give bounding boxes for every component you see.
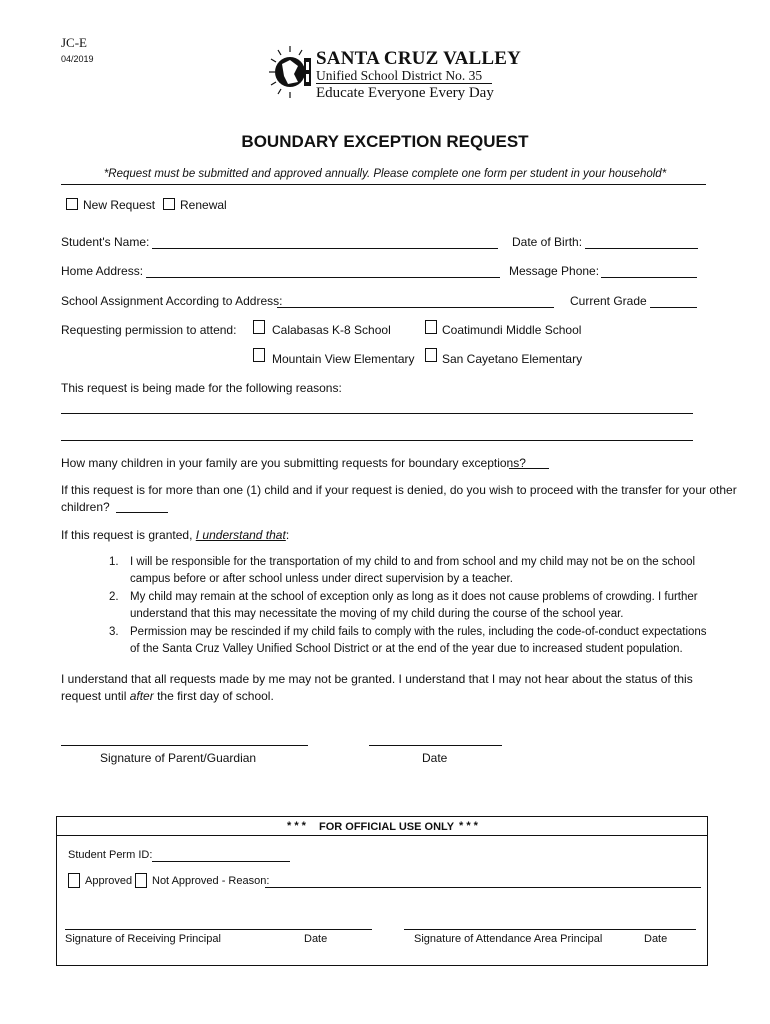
area-principal-label: Signature of Attendance Area Principal [414, 933, 603, 945]
multi-child-question: If this request is for more than one (1) child and if your request is denied, do you wish to proceed with the transfer for your other [61, 483, 737, 497]
condition-number: 3. [109, 626, 119, 638]
title-divider [61, 184, 706, 185]
parent-date-field[interactable] [369, 745, 502, 746]
form-code: JC-E [61, 35, 87, 50]
approved-checkbox[interactable] [68, 873, 80, 888]
current-grade-field[interactable] [650, 307, 697, 308]
renewal-label: Renewal [180, 198, 227, 212]
multi-child-question-cont: children? [61, 500, 110, 514]
home-address-label: Home Address: [61, 264, 144, 278]
children-count-field[interactable] [509, 468, 549, 469]
condition-text: understand that this may necessitate the moving of my child during the course of the school year. [130, 608, 624, 620]
acknowledgement-text: I understand that all requests made by me may not be granted. I understand that I may not hear about the status of this [61, 672, 693, 686]
parent-signature-label: Signature of Parent/Guardian [100, 751, 257, 765]
perm-id-field[interactable] [152, 861, 290, 862]
granted-intro: If this request is granted, I understand that: [61, 528, 290, 542]
san-cayetano-label: San Cayetano Elementary [442, 352, 583, 366]
official-heading: FOR OFFICIAL USE ONLY [319, 821, 455, 833]
san-cayetano-checkbox[interactable] [425, 348, 437, 362]
school-assignment-label: School Assignment According to Address: [61, 294, 283, 308]
calabasas-checkbox[interactable] [253, 320, 265, 334]
receiving-principal-date-label: Date [304, 933, 328, 945]
official-stars-right: * * * [459, 820, 478, 832]
district-name: SANTA CRUZ VALLEY [316, 48, 522, 69]
receiving-principal-signature-field[interactable] [65, 929, 372, 930]
official-stars-left: * * * [287, 820, 306, 832]
condition-text: of the Santa Cruz Valley Unified School District or at the end of the year due to increased student population. [130, 643, 683, 655]
acknowledgement-text-cont: request until after the first day of school. [61, 689, 274, 703]
condition-text: My child may remain at the school of exception only as long as it does not cause problems of crowding. I further [130, 591, 698, 603]
new-request-checkbox[interactable] [66, 198, 78, 210]
calabasas-label: Calabasas K-8 School [272, 323, 391, 337]
receiving-principal-label: Signature of Receiving Principal [65, 933, 221, 945]
coatimundi-checkbox[interactable] [425, 320, 437, 334]
school-assignment-field[interactable] [277, 307, 554, 308]
multi-child-answer-field[interactable] [116, 512, 168, 513]
children-count-question: How many children in your family are you submitting requests for boundary exceptions? [61, 456, 526, 470]
form-instructions: *Request must be submitted and approved annually. Please complete one form per student in your household* [103, 168, 667, 180]
mountain-view-checkbox[interactable] [253, 348, 265, 362]
not-approved-checkbox[interactable] [135, 873, 147, 888]
sun-logo-icon [268, 44, 312, 102]
new-request-label: New Request [83, 198, 156, 212]
message-phone-field[interactable] [601, 277, 697, 278]
reasons-line-1[interactable] [61, 413, 693, 414]
student-name-field[interactable] [152, 248, 498, 249]
dob-field[interactable] [585, 248, 698, 249]
schools-label: Requesting permission to attend: [61, 323, 237, 337]
condition-number: 1. [109, 556, 119, 568]
not-approved-label: Not Approved - Reason: [152, 875, 270, 887]
district-motto: Educate Everyone Every Day [316, 85, 494, 101]
area-principal-signature-field[interactable] [404, 929, 696, 930]
logo-divider [316, 83, 492, 84]
condition-text: Permission may be rescinded if my child fails to comply with the rules, including the code-of-conduct expectations [130, 626, 707, 638]
form-title: BOUNDARY EXCEPTION REQUEST [241, 132, 529, 151]
approved-label: Approved [85, 875, 133, 887]
form-date: 04/2019 [61, 54, 94, 64]
perm-id-label: Student Perm ID: [68, 849, 153, 861]
coatimundi-label: Coatimundi Middle School [442, 323, 582, 337]
condition-text: I will be responsible for the transportation of my child to and from school and my child may not be on the school [130, 556, 696, 568]
message-phone-label: Message Phone: [509, 264, 600, 278]
parent-date-label: Date [422, 751, 448, 765]
home-address-field[interactable] [146, 277, 500, 278]
condition-number: 2. [109, 591, 119, 603]
student-name-label: Student's Name: [61, 235, 150, 249]
reasons-line-2[interactable] [61, 440, 693, 441]
current-grade-label: Current Grade [570, 294, 647, 308]
condition-text: campus before or after school unless under direct supervision by a teacher. [130, 573, 513, 585]
reasons-label: This request is being made for the following reasons: [61, 381, 342, 395]
reason-field[interactable] [265, 887, 701, 888]
mountain-view-label: Mountain View Elementary [272, 352, 415, 366]
renewal-checkbox[interactable] [163, 198, 175, 210]
district-subtitle: Unified School District No. 35 [316, 68, 483, 83]
dob-label: Date of Birth: [512, 235, 583, 249]
area-principal-date-label: Date [644, 933, 668, 945]
parent-signature-field[interactable] [61, 745, 308, 746]
